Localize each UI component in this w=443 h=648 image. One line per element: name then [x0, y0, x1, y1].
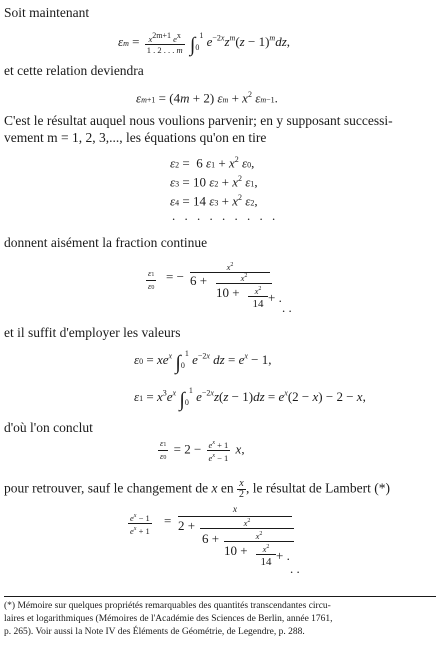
paragraph-resultat-1: C'est le résultat auquel nous voulions parvenir; en y supposant successi- [4, 113, 393, 128]
equation-system-1: ε2 = 6 $\varepsilon 1 + x^2$ ε0, [170, 155, 255, 171]
paragraph-lambert: pour retrouver, sauf le changement de x en $\frac{x}{2}$ , le résultat de Lambert (*) [4, 478, 390, 500]
paragraph-fraction-continue: donnent aisément la fraction continue [4, 235, 208, 250]
paragraph-conclut: d'où l'on conclut [4, 420, 93, 435]
footnote-line-2: laires et logarithmiques (Mémoires de l'Académie des Sciences de Berlin, année 1761, [4, 614, 333, 624]
paragraph-soit-maintenant: Soit maintenant [4, 5, 90, 20]
footnote-line-3: p. 265). Voir aussi la Note IV des Éléments de Géométrie, de Legendre, p. 288. [4, 627, 305, 637]
footnote-divider [4, 596, 436, 597]
equation-ratio: $\frac{\varepsilon 1}{\varepsilon 0}$ = 2 − $\frac{e^x + 1}{e^x - 1}$ x, [160, 438, 245, 463]
equation-continued-fraction: $\frac{\varepsilon 1}{\varepsilon 0}$ = − $x^2$ 6 + $x^2$ 10 + $x^2$ 14 + . . . [148, 261, 292, 315]
paragraph-resultat-2: vement m = 1, 2, 3,..., les équations qu'on en tire [4, 130, 267, 145]
equation-recurrence: εm+1 = (4m + 2) $\varepsilon m + x^2$ εm−1. [136, 90, 278, 106]
equation-eps0: $\varepsilon 0 = xe^x$ $\int_0^1$ $e^{-2x}$ dz = $e^x - 1$, [134, 349, 272, 374]
equation-system-2: ε3 = 10 $\varepsilon 2 + x^2$ ε1, [170, 174, 258, 190]
paragraph-relation: et cette relation deviendra [4, 63, 144, 78]
paragraph-valeurs: et il suffit d'employer les valeurs [4, 325, 181, 340]
equation-eps-m: εm = $\frac{x^{2m+1} e^x}{1 . 2 . . . m}$ $\int_0^1$ $e^{-2x}z^m(z - 1)^mdz$, [118, 31, 290, 56]
equation-system-dots: . . . . . . . . . [172, 208, 279, 223]
equation-eps1: $\varepsilon 1 = x^3e^x$ $\int_0^1$ $e^{-2x}z(z - 1)dz = e^x(2 - x) - 2 - x$, [134, 386, 366, 411]
equation-system-3: ε4 = 14 $\varepsilon 3 + x^2$ ε2, [170, 193, 258, 209]
footnote-line-1: (*) Mémoire sur quelques propriétés remarquables des quantités transcendantes circu- [4, 601, 331, 611]
equation-lambert-fraction: $\frac{e^x - 1}{e^x + 1}$ = x 2 + $x^2$ 6 + $x^2$ 10 + $x^2$ 14 + . . . [130, 505, 300, 576]
footnote [4, 600, 436, 639]
